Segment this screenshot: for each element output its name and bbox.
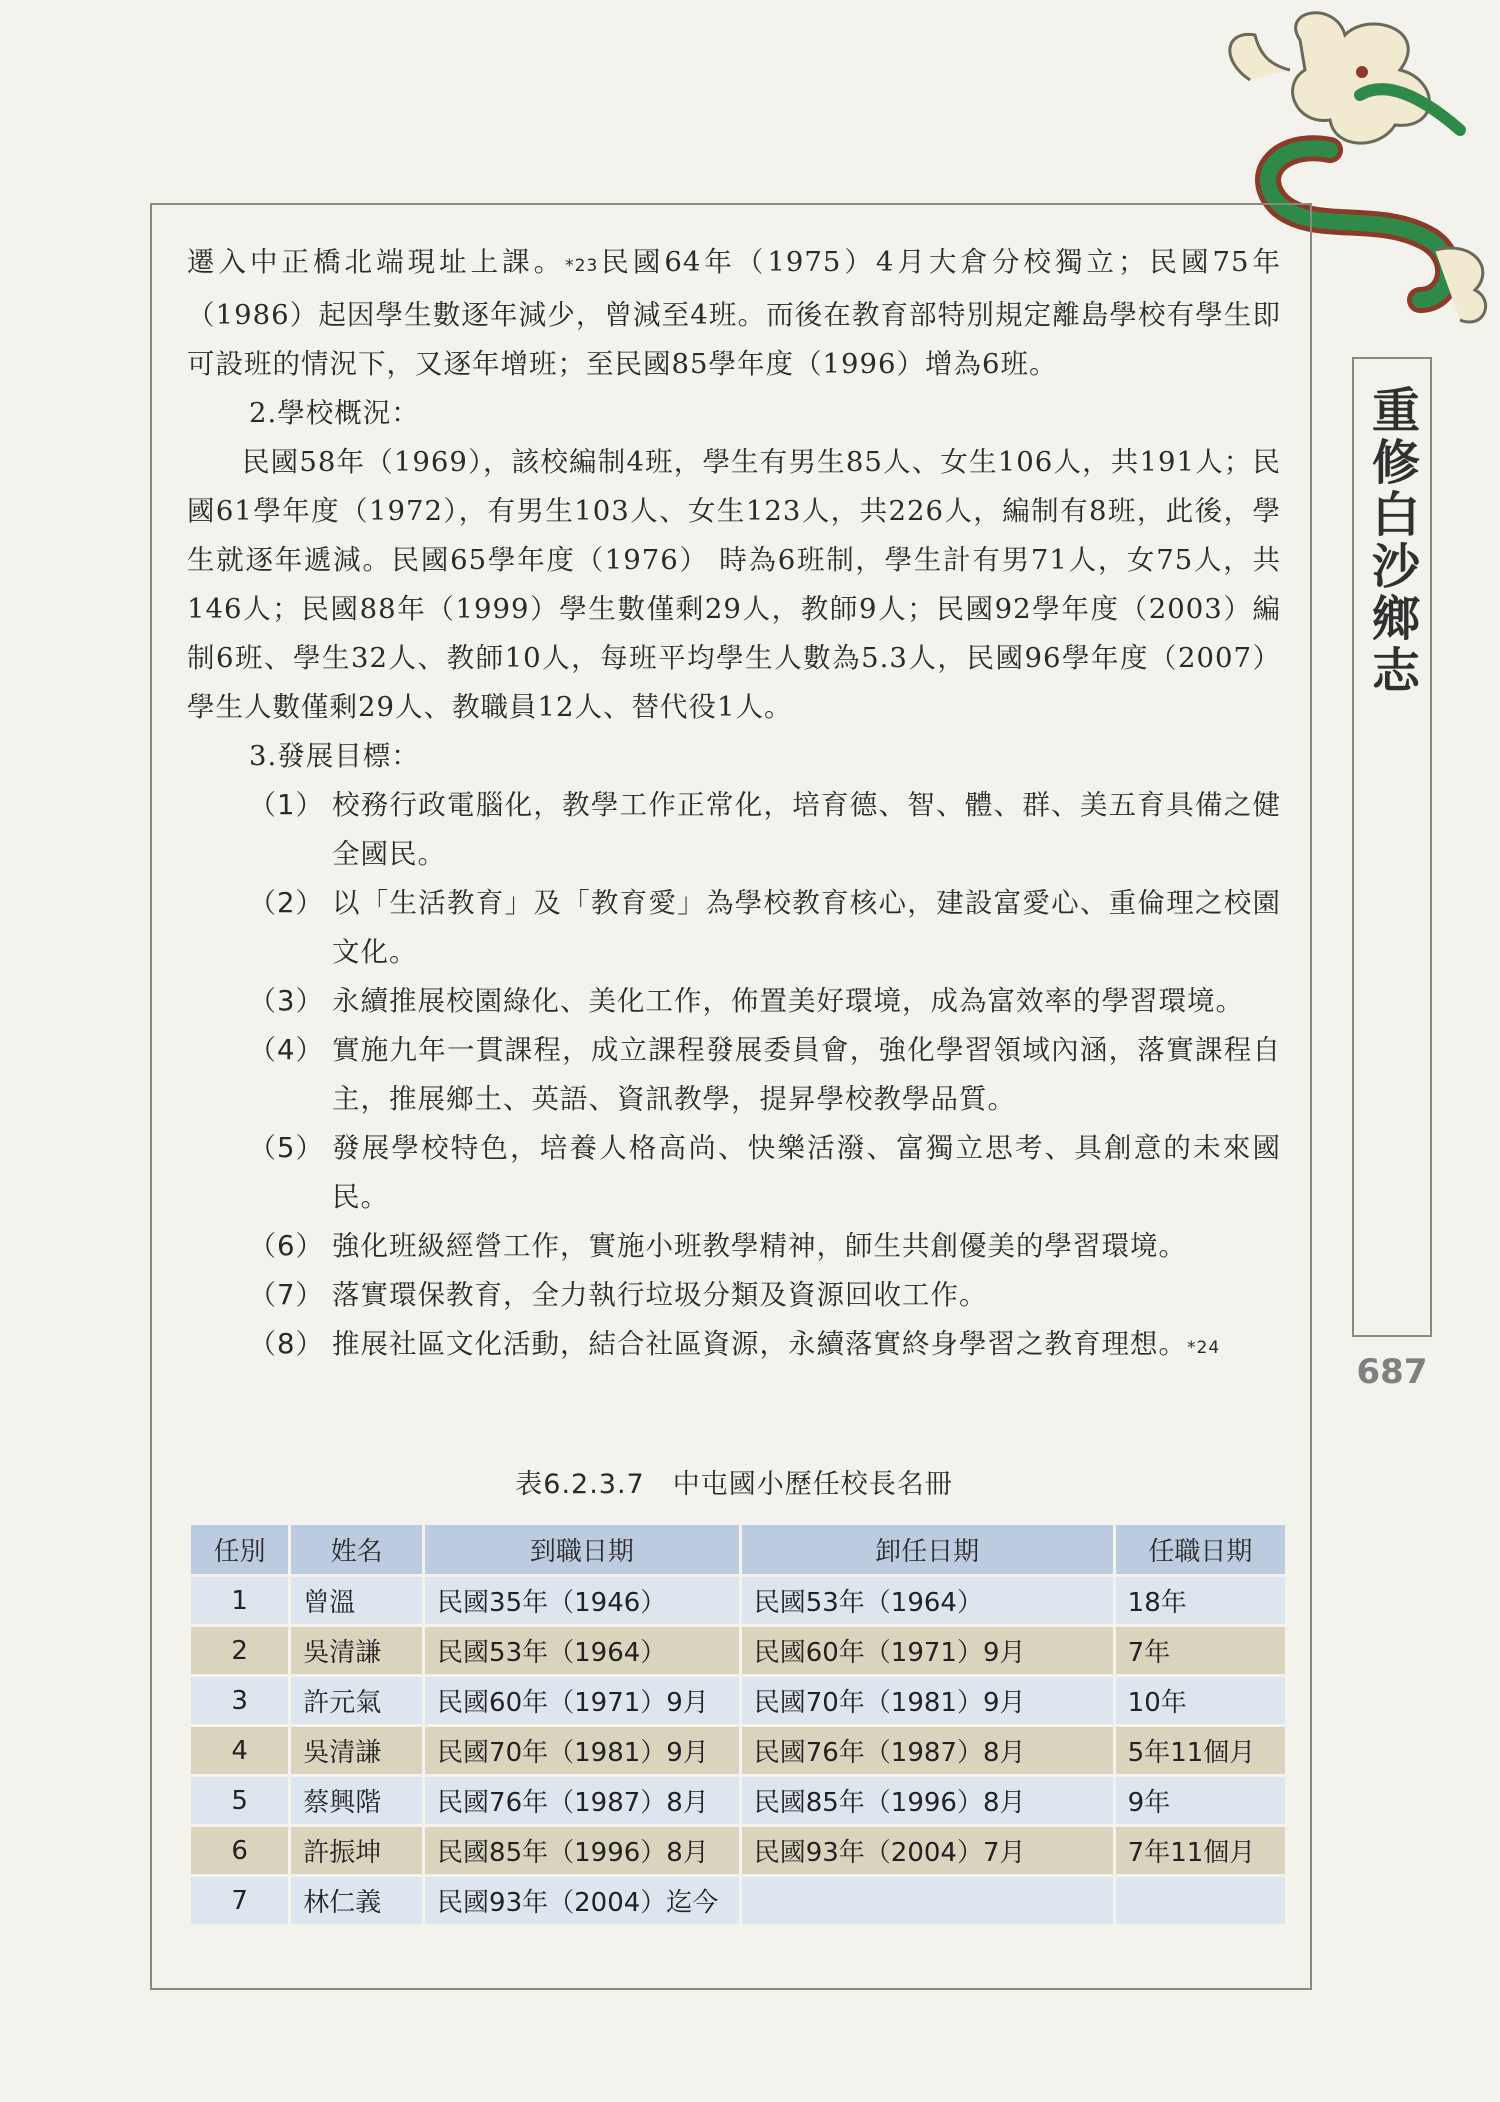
table-row: [191, 1727, 1285, 1774]
header-name: 姓名: [291, 1525, 422, 1574]
goal-item: [187, 977, 1281, 1026]
goal-item: [187, 1320, 1281, 1373]
goal-number: （8）: [248, 1328, 324, 1360]
cell-end-date: 民國70年（1981）9月: [742, 1677, 1113, 1724]
cell-end-date: 民國53年（1964）: [742, 1577, 1113, 1624]
section-heading-goals: 3.發展目標：: [249, 740, 420, 772]
footnote-ref-24: *24: [1187, 1338, 1221, 1358]
goal-number: （2）: [248, 887, 324, 919]
table-number: 表6.2.3.7: [515, 1469, 645, 1500]
cell-tenure: [1116, 1877, 1285, 1924]
goal-text: 永續推展校園綠化、美化工作，佈置美好環境，成為富效率的學習環境。: [332, 985, 1244, 1017]
paragraph-1: [187, 238, 1281, 389]
cell-end-date: 民國85年（1996）8月: [742, 1777, 1113, 1824]
cell-term: 2: [191, 1627, 288, 1674]
header-start-date: 到職日期: [425, 1525, 739, 1574]
section-heading-school-overview: 2.學校概況：: [249, 397, 420, 429]
body-text: [187, 238, 1281, 1373]
goal-item: [187, 879, 1281, 977]
cell-tenure: 7年: [1116, 1627, 1285, 1674]
table-row: [191, 1677, 1285, 1724]
page-number: 687: [1356, 1352, 1428, 1392]
cell-name: 許元氣: [291, 1677, 422, 1724]
header-end-date: 卸任日期: [742, 1525, 1113, 1574]
cell-tenure: 7年11個月: [1116, 1827, 1285, 1874]
goal-text: 校務行政電腦化，教學工作正常化，培育德、智、體、群、美五育具備之健全國民。: [332, 789, 1281, 870]
goal-text: 以「生活教育」及「教育愛」為學校教育核心，建設富愛心、重倫理之校園文化。: [332, 887, 1281, 968]
table-title: 中屯國小歷任校長名冊: [672, 1469, 953, 1500]
cell-start-date: 民國53年（1964）: [425, 1627, 739, 1674]
cell-term: 7: [191, 1877, 288, 1924]
table-row: [191, 1827, 1285, 1874]
cell-term: 4: [191, 1727, 288, 1774]
table-caption: [187, 1462, 1281, 1501]
goal-text: 實施九年一貫課程，成立課程發展委員會，強化學習領域內涵，落實課程自主，推展鄉土、英語、資訊教學，提昇學校教學品質。: [332, 1034, 1281, 1115]
cell-term: 3: [191, 1677, 288, 1724]
cell-start-date: 民國85年（1996）8月: [425, 1827, 739, 1874]
goal-item: [187, 1026, 1281, 1124]
cell-tenure: 18年: [1116, 1577, 1285, 1624]
paragraph-1-continued: 民國64年（1975）4月大倉分校獨立；民國75年（1986）起因學生數逐年減少，曾減至4班。而後在教育部特別規定離島學校有學生即可設班的情況下，又逐年增班；至民國85學年度（1996）增為6班。: [187, 246, 1282, 380]
table-row: [191, 1877, 1285, 1924]
cell-term: 6: [191, 1827, 288, 1874]
goal-number: （7）: [248, 1279, 324, 1311]
footnote-ref-23: *23: [565, 256, 599, 276]
cell-name: 蔡興階: [291, 1777, 422, 1824]
goal-text: 發展學校特色，培養人格高尚、快樂活潑、富獨立思考、具創意的未來國民。: [332, 1132, 1281, 1213]
header-term: 任別: [191, 1525, 288, 1574]
cell-start-date: 民國76年（1987）8月: [425, 1777, 739, 1824]
table-row: [191, 1627, 1285, 1674]
header-tenure: 任職日期: [1116, 1525, 1285, 1574]
side-title-box: [1352, 357, 1432, 1337]
goal-number: （6）: [248, 1230, 324, 1262]
goal-number: （5）: [248, 1132, 324, 1164]
book-title: 重修白沙鄉志: [1363, 385, 1420, 697]
cell-start-date: 民國60年（1971）9月: [425, 1677, 739, 1724]
cell-end-date: 民國76年（1987）8月: [742, 1727, 1113, 1774]
cell-tenure: 10年: [1116, 1677, 1285, 1724]
cell-name: 吳清謙: [291, 1727, 422, 1774]
goal-item: [187, 1124, 1281, 1222]
cell-name: 許振坤: [291, 1827, 422, 1874]
goal-text: 強化班級經營工作，實施小班教學精神，師生共創優美的學習環境。: [332, 1230, 1187, 1262]
cell-term: 5: [191, 1777, 288, 1824]
cell-name: 吳清謙: [291, 1627, 422, 1674]
goal-item: [187, 1222, 1281, 1271]
cell-name: 林仁義: [291, 1877, 422, 1924]
paragraph-1-text: 遷入中正橋北端現址上課。: [187, 246, 566, 278]
cell-end-date: 民國93年（2004）7月: [742, 1827, 1113, 1874]
goal-number: （4）: [248, 1034, 324, 1066]
cell-name: 曾溫: [291, 1577, 422, 1624]
paragraph-school-overview: 民國58年（1969），該校編制4班，學生有男生85人、女生106人，共191人；民國61學年度（1972），有男生103人、女生123人，共226人，編制有8班，此後，學生就逐年遞減。民國65學年度（1976） 時為6班制，學生計有男71人，女75人，共146人；民國88年（1999）學生數僅剩29人，教師9人；民國92學年度（2003）編制6班、學生32人、教師10人，每班平均學生人數為5.3人，民國96學年度（2007）學生人數僅剩29人、教職員12人、替代役1人。: [187, 446, 1281, 723]
goal-number: （3）: [248, 985, 324, 1017]
cell-tenure: 5年11個月: [1116, 1727, 1285, 1774]
goal-number: （1）: [248, 789, 324, 821]
cell-end-date: [742, 1877, 1113, 1924]
goal-text: 落實環保教育，全力執行垃圾分類及資源回收工作。: [332, 1279, 988, 1311]
goal-text-content: 推展社區文化活動，結合社區資源，永續落實終身學習之教育理想。: [332, 1328, 1187, 1360]
table-row: [191, 1777, 1285, 1824]
cell-start-date: 民國70年（1981）9月: [425, 1727, 739, 1774]
goal-text: [332, 1320, 1281, 1373]
goal-item: [187, 781, 1281, 879]
cell-term: 1: [191, 1577, 288, 1624]
table-row: [191, 1577, 1285, 1624]
principals-table: [188, 1522, 1288, 1927]
cell-end-date: 民國60年（1971）9月: [742, 1627, 1113, 1674]
cell-start-date: 民國93年（2004）迄今: [425, 1877, 739, 1924]
cell-start-date: 民國35年（1946）: [425, 1577, 739, 1624]
cell-tenure: 9年: [1116, 1777, 1285, 1824]
table-header-row: [191, 1525, 1285, 1574]
goal-item: [187, 1271, 1281, 1320]
